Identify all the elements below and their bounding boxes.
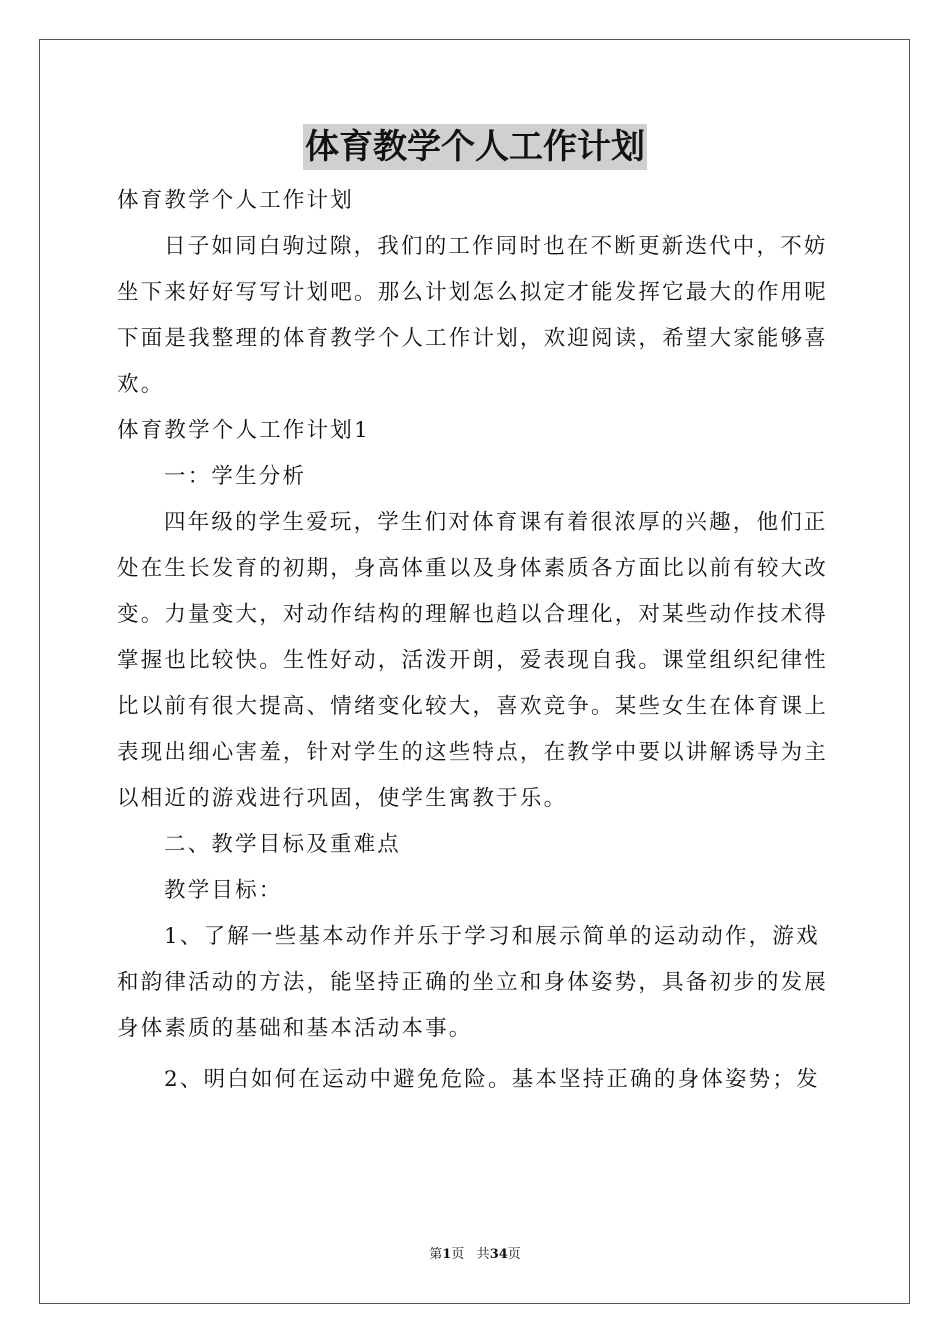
text-line: 一：学生分析 (164, 464, 307, 489)
text-line: 掌握也比较快。生性好动，活泼开朗，爱表现自我。课堂组织纪律性 (117, 648, 829, 673)
text-line: 比以前有很大提高、情绪变化较大，喜欢竞争。某些女生在体育课上 (117, 694, 829, 719)
text-line: 日子如同白驹过隙，我们的工作同时也在不断更新迭代中，不妨 (164, 234, 828, 259)
total-pages: 34 (489, 1247, 508, 1262)
text-line: 2、明白如何在运动中避免危险。基本坚持正确的身体姿势；发 (164, 1067, 820, 1092)
page-label-suffix: 页 (451, 1247, 465, 1262)
page-number: 1 (442, 1247, 452, 1262)
text-line: 教学目标： (164, 878, 283, 903)
total-label-prefix: 共 (476, 1247, 490, 1262)
document-body (117, 178, 833, 1103)
title-container (0, 124, 950, 170)
text-line: 二、教学目标及重难点 (164, 832, 402, 857)
text-line: 体育教学个人工作计划 (117, 188, 355, 213)
page-label-prefix: 第 (429, 1247, 443, 1262)
text-line: 变。力量变大，对动作结构的理解也趋以合理化，对某些动作技术得 (117, 602, 829, 627)
total-label-suffix: 页 (507, 1247, 521, 1262)
text-line: 身体素质的基础和基本活动本事。 (117, 1016, 473, 1041)
text-line: 下面是我整理的体育教学个人工作计划，欢迎阅读，希望大家能够喜 (117, 326, 829, 351)
text-line: 体育教学个人工作计划1 (117, 418, 370, 443)
text-line: 处在生长发育的初期，身高体重以及身体素质各方面比以前有较大改 (117, 556, 829, 581)
page-footer (0, 1246, 950, 1264)
text-line: 坐下来好好写写计划吧。那么计划怎么拟定才能发挥它最大的作用呢 (117, 280, 829, 305)
text-line: 表现出细心害羞，针对学生的这些特点，在教学中要以讲解诱导为主 (117, 740, 829, 765)
text-line: 四年级的学生爱玩，学生们对体育课有着很浓厚的兴趣，他们正 (164, 510, 828, 535)
text-line: 欢。 (117, 372, 165, 397)
document-title: 体育教学个人工作计划 (303, 124, 647, 170)
text-line: 1、了解一些基本动作并乐于学习和展示简单的运动动作，游戏 (164, 924, 820, 949)
text-line: 和韵律活动的方法，能坚持正确的坐立和身体姿势，具备初步的发展 (117, 970, 829, 995)
text-line: 以相近的游戏进行巩固，使学生寓教于乐。 (117, 786, 568, 811)
